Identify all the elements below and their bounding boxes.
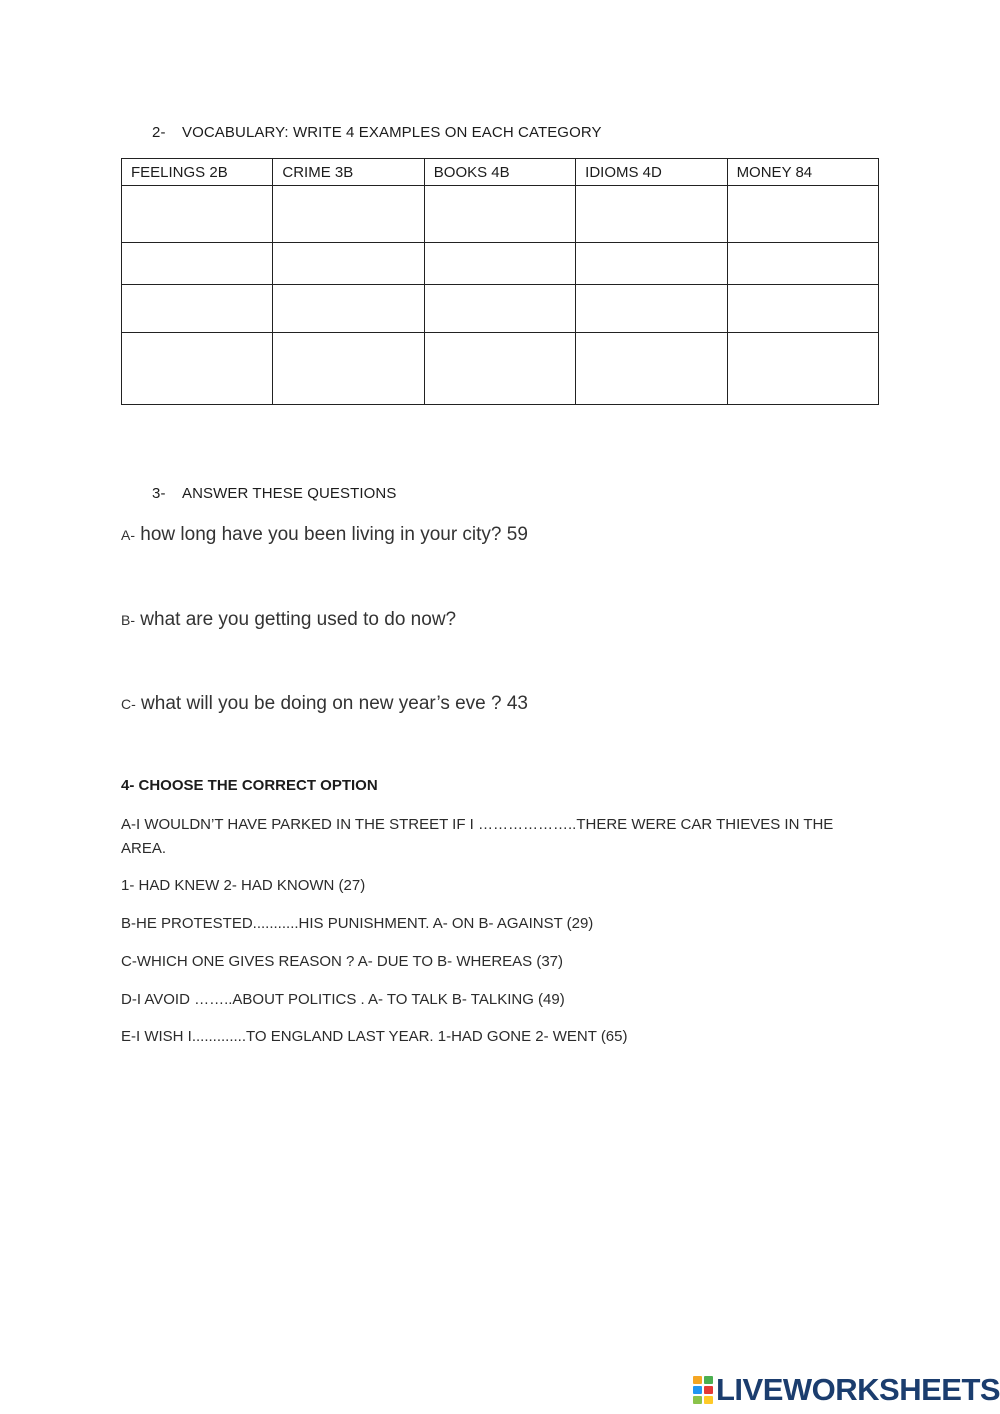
- section-2-title: VOCABULARY: WRITE 4 EXAMPLES ON EACH CATEGORY: [182, 124, 602, 141]
- answer-cell[interactable]: [424, 333, 575, 405]
- header-crime: CRIME 3B: [273, 159, 424, 186]
- answer-cell[interactable]: [273, 186, 424, 243]
- option-item-a: A-I WOULDN’T HAVE PARKED IN THE STREET IF I ………………..THERE WERE CAR THIEVES IN THE AREA.: [121, 816, 834, 857]
- answer-cell[interactable]: [424, 243, 575, 285]
- vocabulary-table: [121, 158, 879, 405]
- answer-cell[interactable]: [576, 285, 727, 333]
- question-text: what will you be doing on new year’s eve ? 43: [135, 693, 528, 714]
- option-item-e: E-I WISH I.............TO ENGLAND LAST YEAR. 1-HAD GONE 2- WENT (65): [121, 1028, 628, 1045]
- answer-cell[interactable]: [727, 186, 878, 243]
- header-books: BOOKS 4B: [424, 159, 575, 186]
- answer-cell[interactable]: [576, 243, 727, 285]
- answer-cell[interactable]: [273, 333, 424, 405]
- option-item-a-choices: 1- HAD KNEW 2- HAD KNOWN (27): [121, 877, 366, 894]
- logo-text: LIVEWORKSHEETS: [716, 1372, 1000, 1407]
- answer-cell[interactable]: [424, 186, 575, 243]
- table-row: [122, 333, 879, 405]
- answer-cell[interactable]: [727, 285, 878, 333]
- answer-cell[interactable]: [727, 333, 878, 405]
- answer-cell[interactable]: [122, 186, 273, 243]
- answer-cell[interactable]: [424, 285, 575, 333]
- option-item-b: B-HE PROTESTED...........HIS PUNISHMENT. A- ON B- AGAINST (29): [121, 915, 594, 932]
- answer-cell[interactable]: [273, 243, 424, 285]
- question-letter: A-: [121, 527, 135, 543]
- question-a: [121, 524, 528, 546]
- answer-cell[interactable]: [576, 186, 727, 243]
- liveworksheets-logo: [692, 1373, 1000, 1407]
- question-letter: B-: [121, 612, 135, 628]
- section-4-heading: 4- CHOOSE THE CORRECT OPTION: [121, 777, 378, 794]
- answer-cell[interactable]: [122, 243, 273, 285]
- table-row: [122, 285, 879, 333]
- answer-cell[interactable]: [122, 333, 273, 405]
- question-letter: C-: [121, 696, 136, 712]
- table-row: [122, 243, 879, 285]
- section-2-heading: [152, 124, 602, 141]
- answer-cell[interactable]: [273, 285, 424, 333]
- section-3-title: ANSWER THESE QUESTIONS: [182, 485, 397, 502]
- section-3-number: 3-: [152, 485, 166, 502]
- question-text: what are you getting used to do now?: [135, 609, 457, 630]
- header-idioms: IDIOMS 4D: [576, 159, 727, 186]
- liveworksheets-blocks-icon: [692, 1375, 714, 1405]
- question-c: [121, 693, 528, 715]
- header-feelings: FEELINGS 2B: [122, 159, 273, 186]
- answer-cell[interactable]: [122, 285, 273, 333]
- section-3-heading: [152, 485, 396, 502]
- section-2-number: 2-: [152, 124, 166, 141]
- answer-cell[interactable]: [576, 333, 727, 405]
- header-money: MONEY 84: [727, 159, 878, 186]
- question-b: [121, 609, 456, 631]
- answer-cell[interactable]: [727, 243, 878, 285]
- table-header-row: [122, 159, 879, 186]
- table-row: [122, 186, 879, 243]
- option-item-d: D-I AVOID ……..ABOUT POLITICS . A- TO TALK B- TALKING (49): [121, 991, 565, 1008]
- option-item-c: C-WHICH ONE GIVES REASON ? A- DUE TO B- WHEREAS (37): [121, 953, 564, 970]
- question-text: how long have you been living in your city? 59: [135, 524, 528, 545]
